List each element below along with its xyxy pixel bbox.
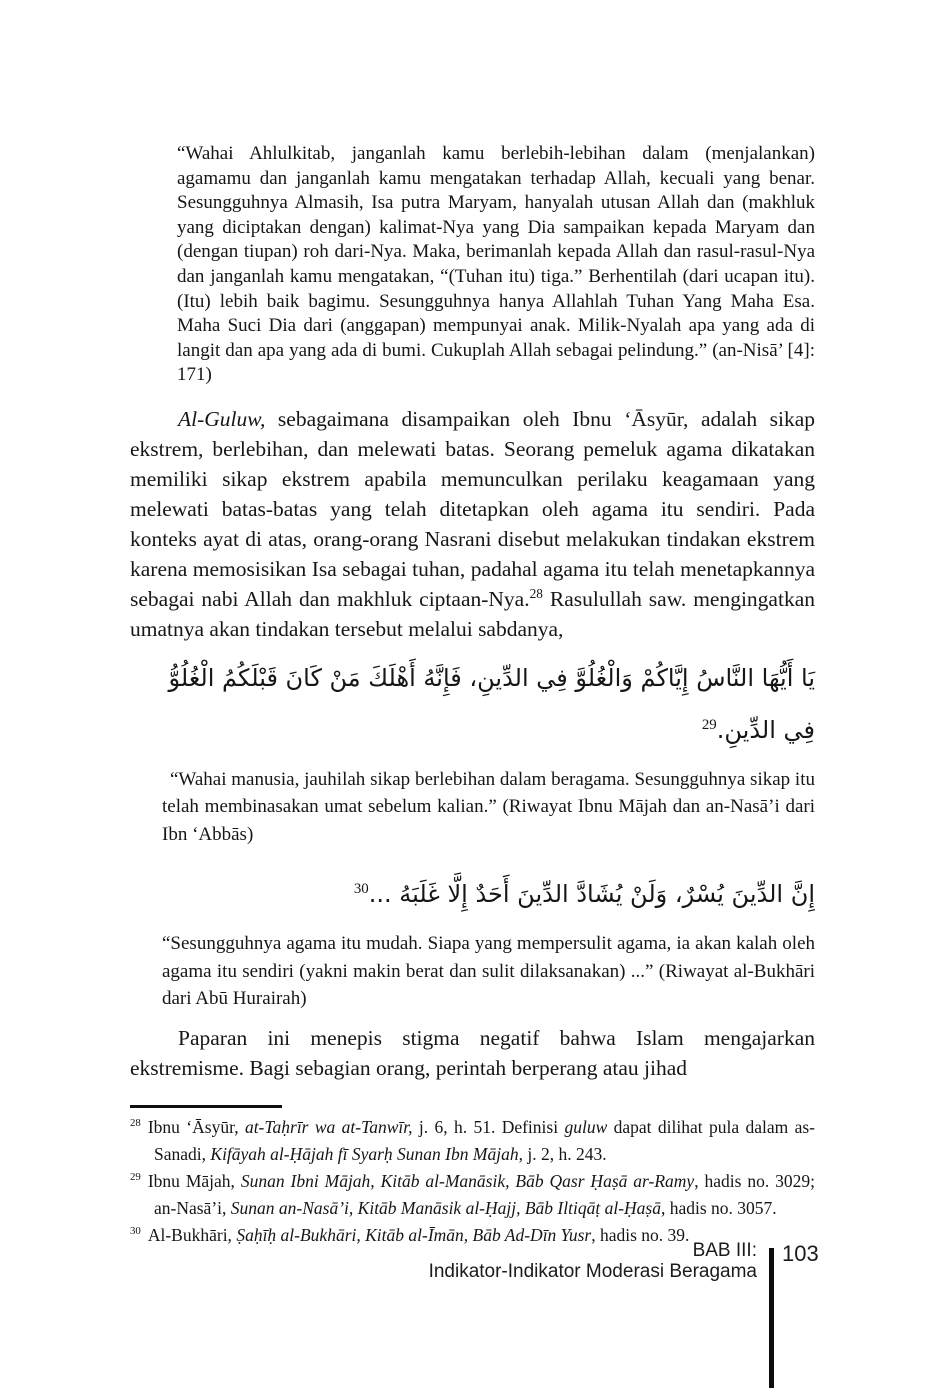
hadith-arabic-1-text: يَا أَيُّهَا النَّاسُ إِيَّاكُمْ وَالْغُلُوَّ فِي الدِّينِ، فَإِنَّهُ أَهْلَكَ مَنْ كَانَ قَبْلَكُمُ الْغُلُوُّ فِي الدِّينِ. — [168, 663, 815, 744]
footnote-30-marker: 30 — [130, 1225, 141, 1238]
footnote-28-run: dapat dilihat pula dalam as-Sanadi, — [154, 1116, 815, 1164]
chapter-label: BAB III: — [692, 1240, 757, 1261]
page-content — [130, 142, 815, 1249]
footnotes-block — [130, 1114, 815, 1249]
footnote-28 — [130, 1114, 815, 1168]
footnote-separator-rule — [130, 1105, 282, 1108]
running-footer — [429, 1240, 757, 1282]
paragraph-guluw — [130, 404, 815, 644]
footnote-ref-30: 30 — [353, 881, 369, 898]
footnote-ref-28: 28 — [529, 585, 543, 601]
footnote-ref-29: 29 — [701, 716, 717, 733]
footnote-28-term-italic: guluw — [564, 1116, 608, 1137]
hadith-arabic-2-text: إِنَّ الدِّينَ يُسْرٌ، وَلَنْ يُشَادَّ الدِّينَ أَحَدٌ إِلَّا غَلَبَهُ ... — [368, 880, 815, 909]
footnote-28-run: Ibnu ‘Āsyūr, — [147, 1116, 245, 1137]
quran-translation-quote: “Wahai Ahlulkitab, janganlah kamu berlebih-lebihan dalam (menjalankan) agamamu dan janganlah kamu mengatakan terhadap Allah, kecuali yang benar. Sesungguhnya Almasih, Isa putra Maryam, hanyalah utusan Allah dan (makhluk yang diciptakan dengan) kalimat-Nya yang Dia sampaikan kepada Maryam dan (dengan tiupan) roh dari-Nya. Maka, berimanlah kepada Allah dan rasul-rasul-Nya dan janganlah kamu mengatakan, “(Tuhan itu) tiga.” Berhentilah (dari ucapan itu). (Itu) lebih baik bagimu. Sesungguhnya hanya Allahlah Tuhan Yang Maha Esa. Maha Suci Dia dari (anggapan) mempunyai anak. Milik-Nyalah apa yang ada di langit dan apa yang ada di bumi. Cukuplah Allah sebagai pelindung.” (an-Nisā’ [4]: 171) — [177, 143, 815, 386]
paragraph-closing: Paparan ini menepis stigma negatif bahwa Islam mengajarkan ekstremisme. Bagi sebagian orang, perintah berperang atau jihad — [130, 1025, 815, 1080]
footnote-29-run: Ibnu Mājah, — [147, 1170, 241, 1191]
hadith-arabic-2 — [130, 868, 815, 920]
footnote-28-title2-italic: Kifāyah al-Ḥājah fī Syarḥ Sunan Ibn Mājah — [210, 1143, 519, 1164]
footnote-29-marker: 29 — [130, 1171, 141, 1184]
hadith-2-translation: “Sesungguhnya agama itu mudah. Siapa yang mempersulit agama, ia akan kalah oleh agama itu sendiri (yakni makin berat dan sulit dilaksanakan) ...” (Riwayat al-Bukhāri dari Abū Hurairah) — [162, 933, 815, 1010]
hadith-1-translation: “Wahai manusia, jauhilah sikap berlebihan dalam beragama. Sesungguhnya sikap itu telah membinasakan umat sebelum kalian.” (Riwayat Ibnu Mājah dan an-Nasā’i dari Ibn ‘Abbās) — [162, 768, 815, 845]
hadith-arabic-1 — [130, 652, 815, 756]
footnote-30-run: Al-Bukhāri, — [147, 1224, 237, 1245]
footnote-28-run: , j. 2, h. 243. — [518, 1143, 607, 1164]
footer-vertical-rule — [769, 1248, 774, 1388]
footnote-29-title-italic: Sunan Ibni Mājah, Kitāb al-Manāsik, Bāb Qasr Ḥaṣā ar-Ramy — [240, 1170, 695, 1191]
footnote-29-run: , hadis no. 3029; an-Nasā’i, — [154, 1170, 815, 1218]
page-number: 103 — [782, 1241, 819, 1266]
footnote-29-title2-italic: Sunan an-Nasā’i, Kitāb Manāsik al-Ḥajj, Bāb Iltiqāṭ al-Ḥaṣā — [230, 1197, 661, 1218]
footnote-28-marker: 28 — [130, 1117, 141, 1130]
paragraph-guluw-text: sebagaimana disampaikan oleh Ibnu ‘Āsyūr, adalah sikap ekstrem, berlebihan, dan melewati batas. Seorang pemeluk agama dikatakan memiliki sikap ekstrem apabila memunculkan perilaku keagamaan yang melewati batas-batas yang telah ditetapkan oleh agama itu sendiri. Pada konteks ayat di atas, orang-orang Nasrani disebut melakukan tindakan ekstrem karena memosisikan Isa sebagai tuhan, padahal agama itu telah menetapkannya sebagai nabi Allah dan makhluk ciptaan-Nya. — [130, 406, 815, 611]
footnote-28-title-italic: at-Taḥrīr wa at-Tanwīr, — [244, 1116, 413, 1137]
footnote-30-run: , hadis no. 39. — [591, 1224, 690, 1245]
paragraph-guluw-text-after: Rasulullah saw. mengingatkan umatnya akan tindakan tersebut melalui sabdanya, — [130, 586, 815, 641]
guluw-term-italic: Al-Guluw, — [178, 406, 266, 431]
footnote-29-run: , hadis no. 3057. — [660, 1197, 777, 1218]
footnote-29 — [130, 1168, 815, 1222]
chapter-title: Indikator-Indikator Moderasi Beragama — [428, 1261, 757, 1282]
footnote-28-run: j. 6, h. 51. Definisi — [412, 1116, 565, 1137]
footnote-30-title-italic: Ṣaḥīḥ al-Bukhāri, Kitāb al-Īmān, Bāb Ad-Dīn Yusr — [236, 1224, 592, 1245]
